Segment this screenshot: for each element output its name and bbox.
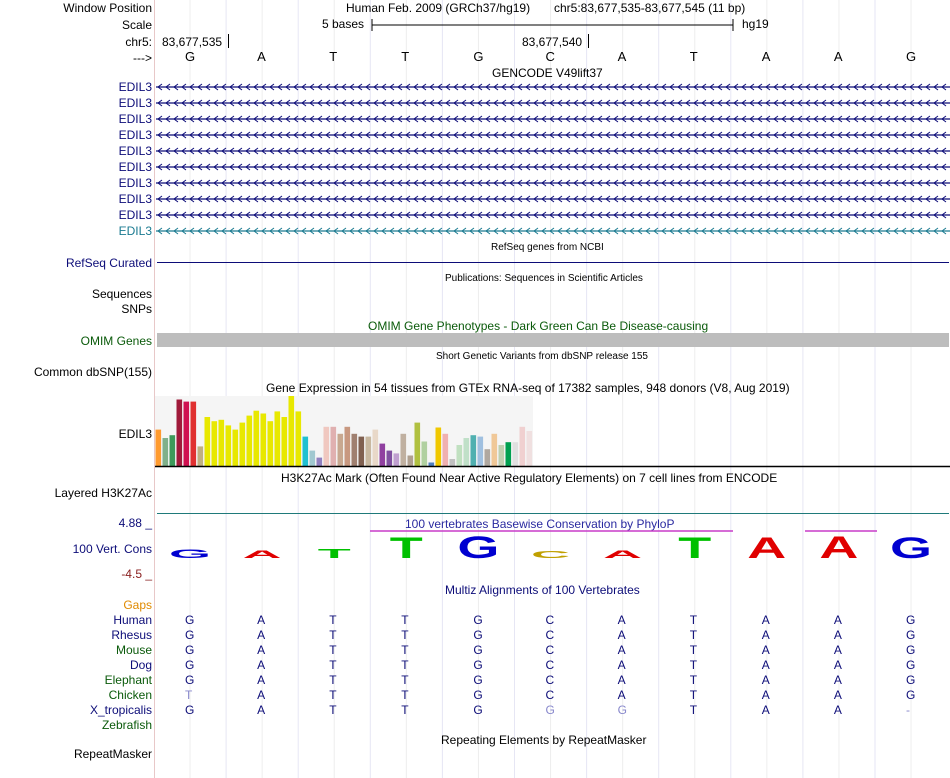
- multiz-base: A: [761, 613, 770, 627]
- multiz-base: A: [833, 688, 842, 702]
- multiz-base: A: [833, 613, 842, 627]
- cons-logo-letter: G: [168, 547, 212, 561]
- multiz-base: A: [617, 688, 626, 702]
- gtex-bar[interactable]: [464, 438, 470, 466]
- multiz-base: T: [329, 613, 337, 627]
- position-tick-mark-1: [228, 34, 229, 48]
- gtex-bar[interactable]: [275, 411, 281, 466]
- cons-logo-letter: A: [747, 532, 787, 564]
- conservation-logo[interactable]: [155, 528, 950, 564]
- multiz-base: T: [329, 703, 337, 717]
- multiz-base: A: [761, 703, 770, 717]
- strand-label: --->: [133, 51, 152, 65]
- gtex-bar[interactable]: [366, 437, 372, 466]
- multiz-base: G: [473, 628, 483, 642]
- gencode-transcript-label[interactable]: EDIL3: [118, 224, 152, 238]
- gtex-bar[interactable]: [506, 442, 512, 466]
- gtex-bar[interactable]: [443, 434, 449, 466]
- gencode-transcript-label[interactable]: EDIL3: [118, 176, 152, 190]
- multiz-species-label[interactable]: Zebrafish: [101, 718, 152, 732]
- multiz-species-label[interactable]: X_tropicalis: [89, 703, 152, 717]
- multiz-base: G: [906, 673, 916, 687]
- gtex-bar[interactable]: [198, 446, 204, 466]
- multiz-base: G: [185, 673, 195, 687]
- multiz-base: A: [761, 658, 770, 672]
- gtex-bar[interactable]: [156, 430, 162, 466]
- multiz-base: A: [761, 643, 770, 657]
- cons-logo-letter: G: [457, 529, 500, 564]
- multiz-base: G: [185, 658, 195, 672]
- sequence-base: G: [185, 49, 196, 64]
- publications-snps-label[interactable]: SNPs: [121, 302, 152, 316]
- multiz-base: T: [401, 613, 409, 627]
- gtex-bar[interactable]: [268, 421, 274, 466]
- gtex-bar[interactable]: [373, 430, 379, 466]
- gtex-bar[interactable]: [422, 442, 428, 467]
- gtex-bar[interactable]: [450, 459, 456, 466]
- sequence-base: C: [545, 49, 555, 64]
- cons-logo-letter: T: [678, 532, 712, 564]
- sequence-base: A: [617, 49, 627, 64]
- gencode-transcript-line[interactable]: [156, 224, 950, 238]
- multiz-base: C: [545, 643, 555, 657]
- multiz-base: A: [761, 628, 770, 642]
- gencode-transcript-label[interactable]: EDIL3: [118, 192, 152, 206]
- gtex-bar[interactable]: [212, 421, 218, 466]
- gtex-bar[interactable]: [520, 427, 526, 466]
- omim-track-label[interactable]: OMIM Genes: [80, 334, 152, 348]
- gencode-transcript-line[interactable]: [156, 80, 950, 94]
- multiz-base: A: [257, 643, 266, 657]
- cons-logo-letter: T: [317, 546, 351, 561]
- label-separator: [154, 0, 155, 778]
- multiz-base: G: [473, 658, 483, 672]
- scale-bar: [370, 17, 736, 33]
- gtex-bar[interactable]: [254, 411, 260, 466]
- gtex-bar[interactable]: [163, 438, 169, 466]
- multiz-base: A: [833, 673, 842, 687]
- multiz-base: G: [617, 703, 627, 717]
- gtex-bar[interactable]: [261, 414, 267, 467]
- gtex-bar[interactable]: [415, 423, 421, 466]
- repeatmasker-track-label[interactable]: RepeatMasker: [73, 747, 152, 761]
- multiz-base: A: [617, 613, 626, 627]
- gtex-bar[interactable]: [345, 427, 351, 466]
- gtex-bar[interactable]: [513, 442, 519, 466]
- gencode-transcript-label[interactable]: EDIL3: [118, 80, 152, 94]
- repeatmasker-track-title[interactable]: Repeating Elements by RepeatMasker: [441, 733, 647, 747]
- gtex-bar[interactable]: [177, 400, 183, 467]
- multiz-base: C: [545, 688, 555, 702]
- gencode-transcript-label[interactable]: EDIL3: [118, 208, 152, 222]
- position-readout: chr5:83,677,535-83,677,545 (11 bp): [554, 1, 746, 15]
- multiz-base: T: [401, 688, 409, 702]
- multiz-base: G: [906, 628, 916, 642]
- multiz-species-label[interactable]: Rhesus: [111, 628, 152, 642]
- chrom-label: chr5:: [125, 35, 152, 49]
- multiz-base: C: [545, 673, 555, 687]
- sequence-base: A: [833, 49, 843, 64]
- gtex-bar[interactable]: [331, 427, 337, 466]
- multiz-base: G: [185, 643, 195, 657]
- sequence-base: G: [473, 49, 484, 64]
- gencode-transcript-line[interactable]: [156, 176, 950, 190]
- publications-sequences-label[interactable]: Sequences: [91, 287, 152, 301]
- multiz-base: A: [761, 688, 770, 702]
- position-tick-1: 83,677,535: [162, 35, 223, 49]
- publications-track-title[interactable]: Publications: Sequences in Scientific Articles: [445, 273, 643, 284]
- multiz-base: T: [401, 628, 409, 642]
- sequence-base: T: [689, 49, 698, 64]
- multiz-base: T: [689, 658, 698, 672]
- omim-track-title[interactable]: OMIM Gene Phenotypes - Dark Green Can Be Disease-causing: [368, 319, 709, 333]
- gtex-bar[interactable]: [352, 434, 358, 466]
- gencode-transcript-line[interactable]: [156, 96, 950, 110]
- multiz-base: T: [329, 673, 337, 687]
- multiz-base: G: [906, 643, 916, 657]
- omim-gene-bar[interactable]: [157, 333, 949, 347]
- multiz-base: T: [329, 658, 337, 672]
- refseq-track-title[interactable]: RefSeq genes from NCBI: [491, 242, 604, 253]
- gtex-bar[interactable]: [282, 417, 288, 466]
- multiz-base: G: [545, 703, 555, 717]
- multiz-base: C: [545, 613, 555, 627]
- multiz-track-title[interactable]: Multiz Alignments of 100 Vertebrates: [445, 583, 640, 597]
- multiz-species-label[interactable]: Mouse: [115, 643, 152, 657]
- multiz-base: -: [906, 703, 910, 717]
- gtex-bar[interactable]: [359, 437, 365, 466]
- gtex-bar[interactable]: [436, 428, 442, 467]
- gtex-bar[interactable]: [289, 396, 295, 466]
- gencode-transcript-label[interactable]: EDIL3: [118, 128, 152, 142]
- multiz-species-label[interactable]: Chicken: [108, 688, 152, 702]
- multiz-base: T: [329, 688, 337, 702]
- gtex-bar[interactable]: [485, 449, 491, 466]
- multiz-base: G: [185, 703, 195, 717]
- multiz-base: A: [257, 703, 266, 717]
- multiz-base: G: [473, 613, 483, 627]
- gtex-bar[interactable]: [387, 451, 393, 466]
- sequence-base: T: [401, 49, 410, 64]
- multiz-base: T: [401, 658, 409, 672]
- cons-ymax-label: 4.88 _: [118, 516, 152, 530]
- h3k27ac-signal-line[interactable]: [157, 513, 949, 514]
- gencode-transcript-line[interactable]: [156, 208, 950, 222]
- refseq-track-label[interactable]: RefSeq Curated: [65, 256, 152, 270]
- multiz-base: A: [761, 673, 770, 687]
- gtex-bar[interactable]: [233, 430, 239, 466]
- multiz-base: G: [906, 658, 916, 672]
- cons-logo-letter: G: [889, 532, 933, 564]
- gtex-chart[interactable]: [155, 396, 950, 470]
- cons-logo-letter: C: [531, 549, 570, 561]
- gtex-bar[interactable]: [296, 411, 302, 466]
- cons-logo-letter: A: [242, 548, 282, 561]
- multiz-base: A: [257, 688, 266, 702]
- h3k27ac-track-title[interactable]: H3K27Ac Mark (Often Found Near Active Regulatory Elements) on 7 cell lines from ENCODE: [281, 471, 778, 485]
- gtex-bar[interactable]: [471, 435, 477, 466]
- multiz-base: T: [401, 673, 409, 687]
- window-position-label: Window Position: [63, 1, 152, 15]
- h3k27ac-track-label[interactable]: Layered H3K27Ac: [54, 486, 152, 500]
- gtex-bar[interactable]: [429, 463, 435, 467]
- multiz-base: G: [906, 688, 916, 702]
- multiz-base: A: [257, 673, 266, 687]
- multiz-base: T: [401, 703, 409, 717]
- multiz-base: G: [473, 688, 483, 702]
- gtex-bar[interactable]: [191, 402, 197, 466]
- dbsnp-track-title[interactable]: Short Genetic Variants from dbSNP release 155: [436, 351, 648, 362]
- multiz-base: G: [473, 703, 483, 717]
- multiz-base: G: [473, 643, 483, 657]
- multiz-base: A: [257, 613, 266, 627]
- gtex-bar[interactable]: [492, 434, 498, 466]
- gtex-bar[interactable]: [317, 458, 323, 466]
- multiz-base: G: [473, 673, 483, 687]
- gtex-track-title[interactable]: Gene Expression in 54 tissues from GTEx RNA-seq of 17382 samples, 948 donors (V8, Aug 2019): [266, 381, 790, 395]
- gencode-transcript-line[interactable]: [156, 128, 950, 142]
- multiz-base: T: [329, 628, 337, 642]
- gtex-bar[interactable]: [205, 417, 211, 466]
- gtex-bar[interactable]: [310, 451, 316, 466]
- cons-logo-letter: A: [819, 529, 859, 564]
- multiz-species-label[interactable]: Dog: [129, 658, 152, 672]
- scale-label: Scale: [121, 18, 152, 32]
- gencode-transcript-line[interactable]: [156, 144, 950, 158]
- multiz-base: A: [617, 628, 626, 642]
- multiz-base: T: [689, 703, 698, 717]
- multiz-base: T: [689, 673, 698, 687]
- cons-track-label[interactable]: 100 Vert. Cons: [72, 542, 152, 556]
- gtex-bar[interactable]: [324, 427, 330, 466]
- gtex-bar[interactable]: [303, 437, 309, 466]
- gtex-bar[interactable]: [408, 456, 414, 467]
- db-label: hg19: [742, 17, 769, 31]
- cons-track-title[interactable]: 100 vertebrates Basewise Conservation by PhyloP: [405, 517, 675, 531]
- gencode-transcript-label[interactable]: EDIL3: [118, 160, 152, 174]
- multiz-base: C: [545, 658, 555, 672]
- multiz-base: T: [329, 643, 337, 657]
- multiz-base: A: [617, 673, 626, 687]
- multiz-species-label[interactable]: Human: [113, 613, 152, 627]
- multiz-base: A: [257, 658, 266, 672]
- gencode-transcript-line[interactable]: [156, 192, 950, 206]
- gtex-bar[interactable]: [184, 402, 190, 466]
- multiz-base: A: [833, 628, 842, 642]
- gtex-bar[interactable]: [401, 434, 407, 466]
- scale-text: 5 bases: [322, 17, 365, 31]
- gtex-bar[interactable]: [380, 444, 386, 466]
- gencode-track-title[interactable]: GENCODE V49lift37: [492, 66, 603, 80]
- multiz-base: T: [689, 643, 698, 657]
- multiz-base: G: [906, 613, 916, 627]
- multiz-base: T: [185, 688, 193, 702]
- multiz-base: A: [833, 643, 842, 657]
- multiz-base: T: [401, 643, 409, 657]
- gtex-bar[interactable]: [226, 425, 232, 466]
- position-tick-mark-2: [588, 34, 589, 48]
- cons-logo-letter: T: [389, 532, 423, 564]
- gencode-transcript-label[interactable]: EDIL3: [118, 112, 152, 126]
- sequence-base: A: [761, 49, 771, 64]
- gtex-bar[interactable]: [394, 453, 400, 466]
- cons-ymin-label: -4.5 _: [121, 567, 152, 581]
- dbsnp-track-label[interactable]: Common dbSNP(155): [33, 365, 152, 379]
- multiz-base: T: [689, 613, 698, 627]
- multiz-base: A: [617, 658, 626, 672]
- gtex-bar[interactable]: [338, 434, 344, 466]
- cons-logo-letter: A: [603, 548, 643, 561]
- gtex-bar[interactable]: [247, 416, 253, 466]
- gtex-bar[interactable]: [478, 437, 484, 466]
- sequence-base: A: [257, 49, 266, 64]
- position-tick-2: 83,677,540: [522, 35, 583, 49]
- gtex-bar[interactable]: [457, 445, 463, 466]
- multiz-base: A: [833, 703, 842, 717]
- multiz-species-label[interactable]: Elephant: [104, 673, 152, 687]
- multiz-base: A: [257, 628, 266, 642]
- multiz-base: T: [689, 628, 698, 642]
- sequence-base: G: [906, 49, 917, 64]
- multiz-base: G: [185, 628, 195, 642]
- gencode-transcript-label[interactable]: EDIL3: [118, 144, 152, 158]
- gtex-bar[interactable]: [219, 420, 225, 466]
- gtex-bar[interactable]: [240, 423, 246, 466]
- gencode-transcript-label[interactable]: EDIL3: [118, 96, 152, 110]
- sequence-base: T: [329, 49, 338, 64]
- assembly-label: Human Feb. 2009 (GRCh37/hg19): [346, 1, 531, 15]
- gtex-bar[interactable]: [170, 435, 176, 466]
- multiz-base: G: [185, 613, 195, 627]
- gencode-transcript-line[interactable]: [156, 160, 950, 174]
- multiz-base: A: [833, 658, 842, 672]
- multiz-base: A: [617, 643, 626, 657]
- refseq-gene-line[interactable]: [157, 262, 949, 263]
- multiz-base: C: [545, 628, 555, 642]
- gencode-transcript-line[interactable]: [156, 112, 950, 126]
- multiz-base: T: [689, 688, 698, 702]
- multiz-gaps-label[interactable]: Gaps: [123, 598, 152, 612]
- gtex-bar[interactable]: [527, 431, 533, 466]
- gtex-track-label[interactable]: EDIL3: [118, 427, 152, 441]
- gtex-bar[interactable]: [499, 445, 505, 466]
